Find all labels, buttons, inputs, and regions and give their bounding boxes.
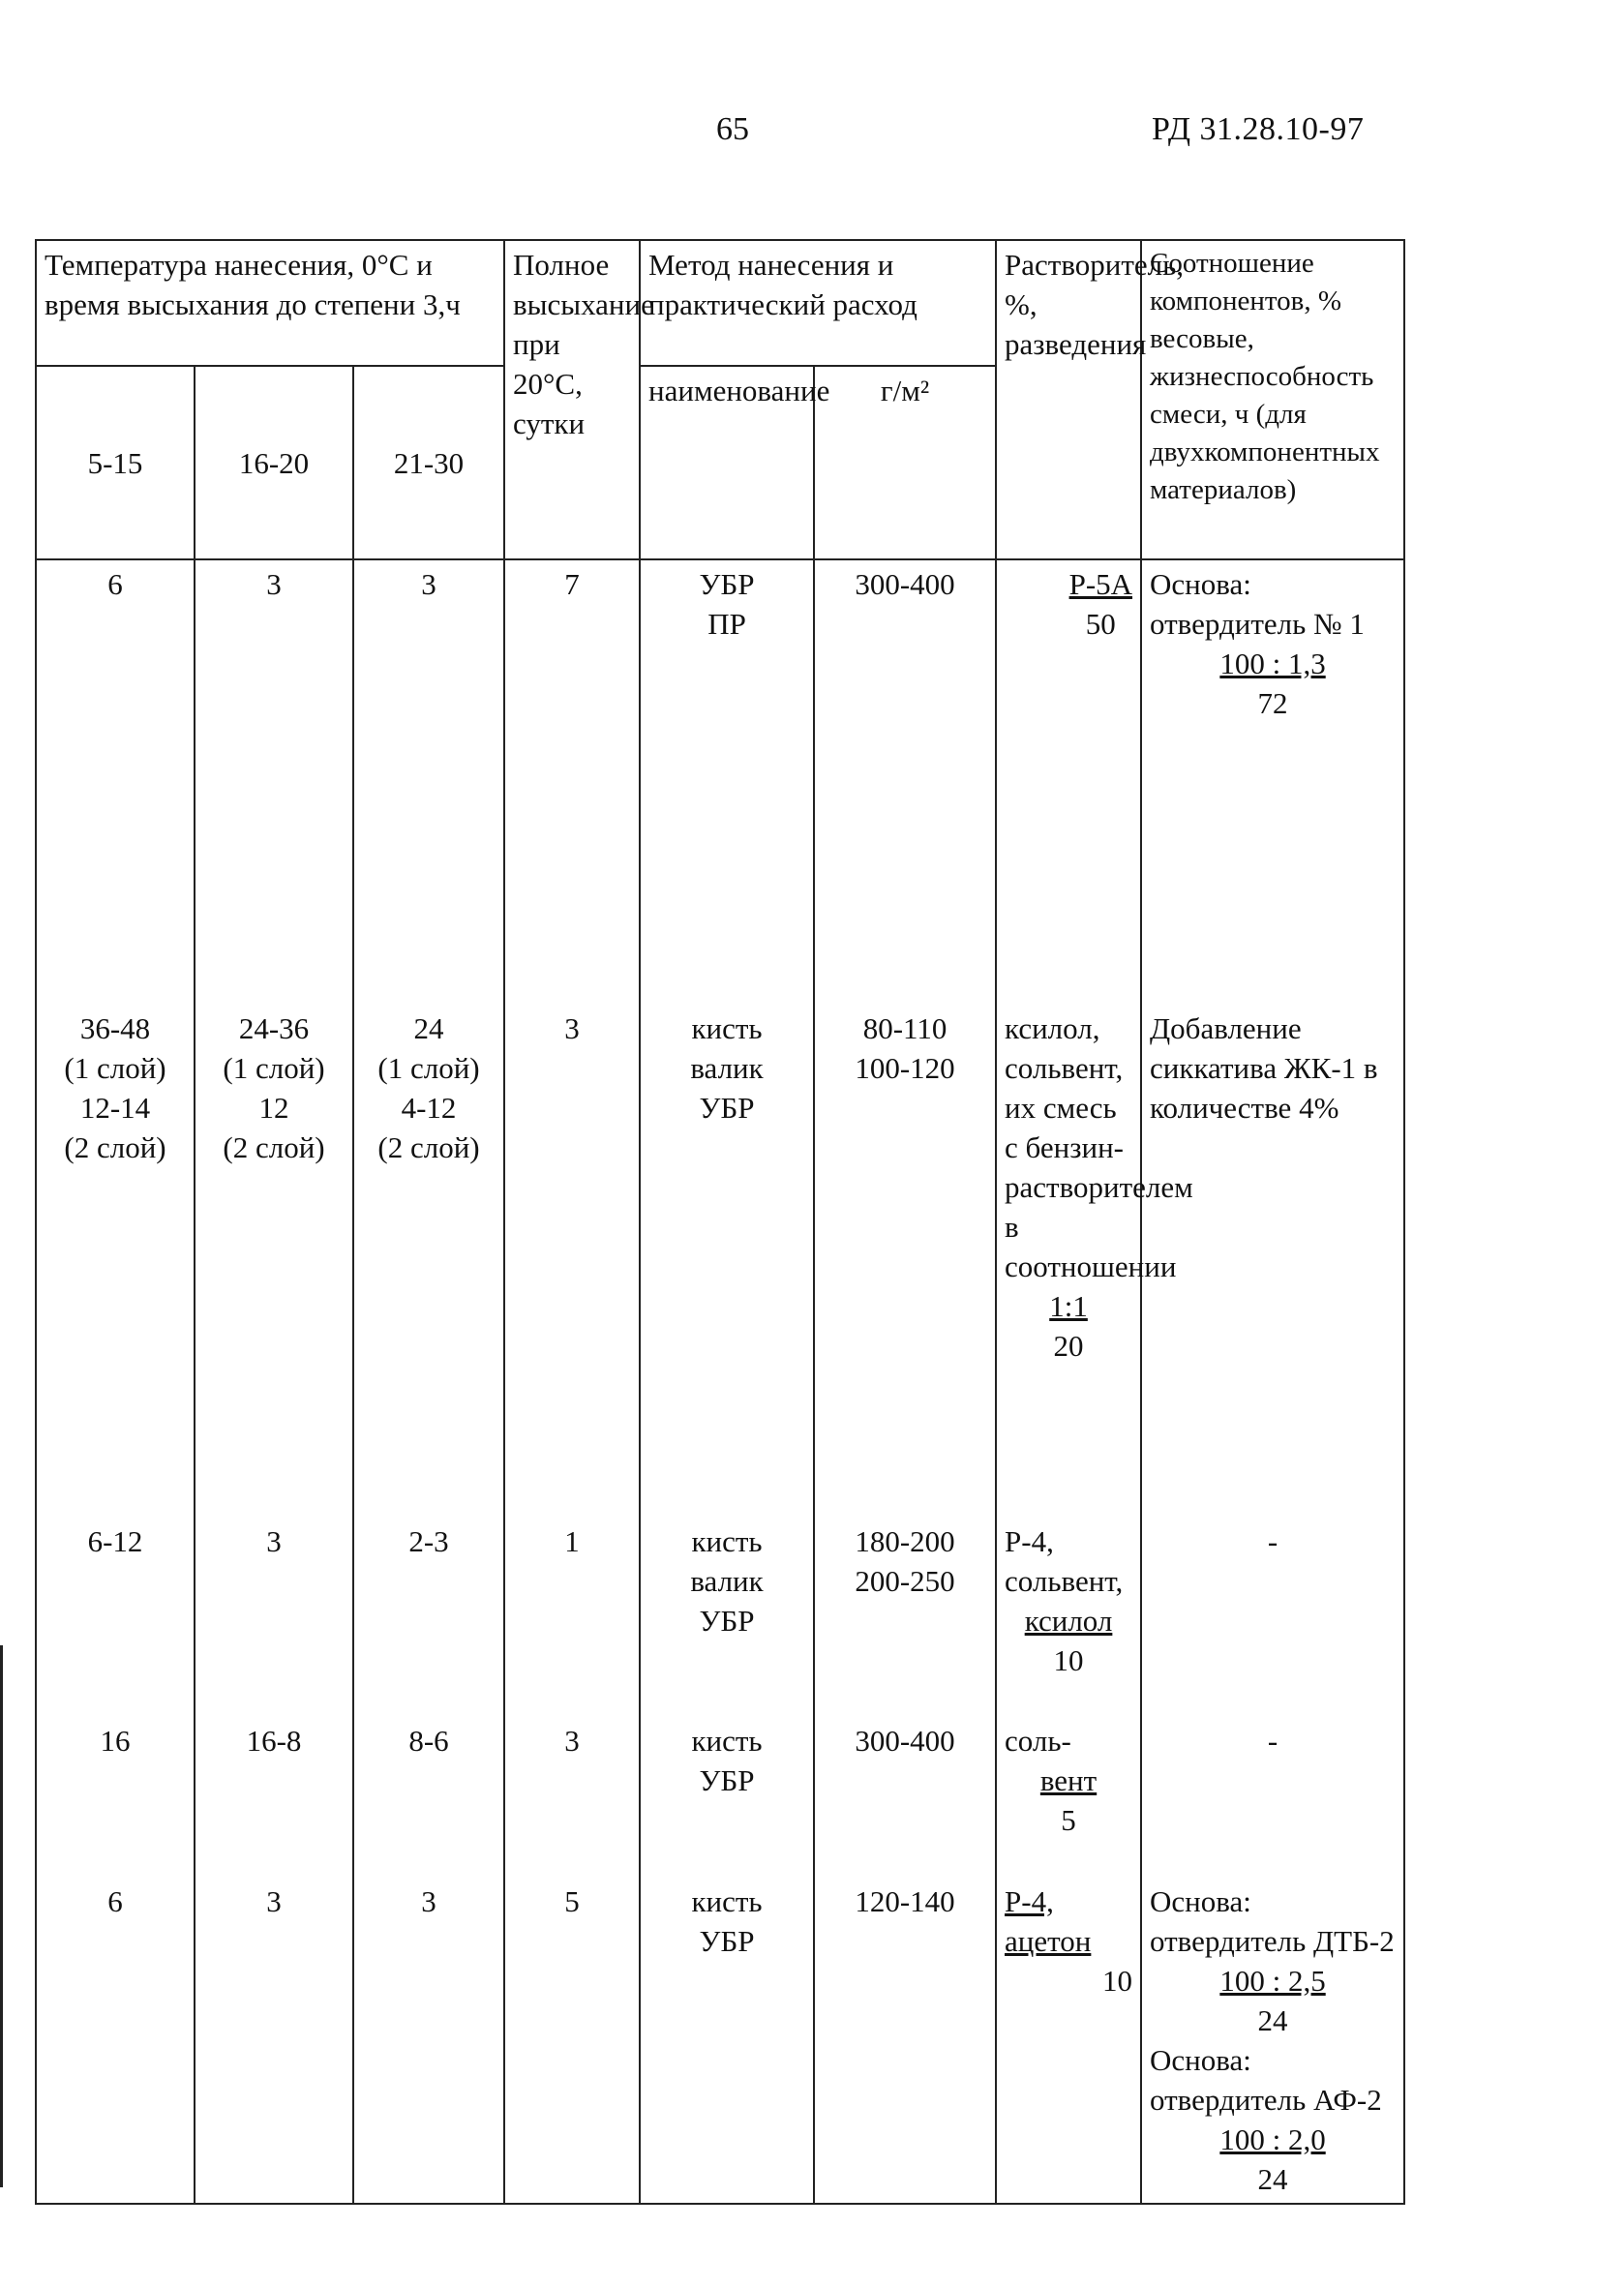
ratio-value: 100 : 1,3 bbox=[1219, 647, 1326, 680]
cell-solvent bbox=[996, 1005, 1193, 1518]
solvent-fraction bbox=[1069, 564, 1132, 644]
temp-line: (2 слой) bbox=[64, 1130, 166, 1164]
table-row bbox=[36, 1878, 1404, 2204]
cell-temp-5-15: 16 bbox=[36, 1717, 195, 1878]
page-number: 65 bbox=[716, 111, 749, 147]
solvent-text: Р-4, сольвент, bbox=[1005, 1524, 1124, 1598]
solvent-dilution: 50 bbox=[1085, 607, 1116, 641]
consumption-line: 80-110 bbox=[862, 1011, 947, 1045]
ratio-pot-life: 24 bbox=[1257, 2003, 1288, 2037]
temp-line: 24 bbox=[413, 1011, 444, 1045]
ratio-pot-life: 24 bbox=[1257, 2162, 1288, 2196]
cell-consumption bbox=[814, 1518, 996, 1717]
ratio-label: Основа: отвердитель АФ-2 bbox=[1150, 2043, 1382, 2117]
cell-method bbox=[640, 1518, 814, 1717]
ratio-pot-life: 72 bbox=[1257, 686, 1288, 720]
cell-ratio: Добавление сиккатива ЖК-1 в количестве 4% bbox=[1141, 1005, 1404, 1518]
temp-line: (2 слой) bbox=[223, 1130, 325, 1164]
header-method-name: наименование bbox=[640, 366, 814, 559]
solvent-name: ксилол bbox=[1024, 1604, 1113, 1638]
cell-temp-5-15: 6-12 bbox=[36, 1518, 195, 1717]
temp-line: (1 слой) bbox=[64, 1051, 166, 1085]
solvent-dilution: 5 bbox=[1061, 1803, 1076, 1837]
temp-line: (2 слой) bbox=[377, 1130, 480, 1164]
cell-temp-16-20: 3 bbox=[195, 1878, 353, 2204]
method-line: УБР bbox=[699, 1091, 755, 1125]
cell-ratio bbox=[1141, 559, 1404, 1005]
cell-temp-16-20: 3 bbox=[195, 1518, 353, 1717]
cell-temp-5-15 bbox=[36, 1005, 195, 1518]
cell-consumption bbox=[814, 1878, 996, 2204]
cell-temp-5-15: 6 bbox=[36, 559, 195, 1005]
method-line: кисть bbox=[691, 1011, 763, 1045]
temp-line: 4-12 bbox=[401, 1091, 457, 1125]
cell-solvent bbox=[996, 1518, 1141, 1717]
margin-line bbox=[0, 1645, 3, 2187]
consumption-line: 300-400 bbox=[855, 1724, 955, 1758]
cell-ratio: - bbox=[1141, 1518, 1404, 1717]
solvent-dilution: 10 bbox=[1053, 1643, 1084, 1677]
header-full-drying: Полное высыхание при 20°С, сутки bbox=[504, 240, 640, 559]
ratio-value: 100 : 2,5 bbox=[1219, 1964, 1326, 1998]
table-row bbox=[36, 559, 1404, 1005]
solvent-fraction bbox=[1005, 1760, 1132, 1840]
cell-ratio: - bbox=[1141, 1717, 1404, 1878]
header-method-group: Метод нанесения и практический расход bbox=[640, 240, 996, 366]
ratio-fraction bbox=[1150, 2120, 1396, 2199]
table-row bbox=[36, 1005, 1404, 1518]
cell-temp-21-30: 8-6 bbox=[353, 1717, 504, 1878]
cell-solvent bbox=[996, 1878, 1141, 2204]
solvent-name: вент bbox=[1039, 1763, 1098, 1797]
document-code: РД 31.28.10-97 bbox=[1152, 111, 1365, 147]
header-temperature-group: Температура нанесения, 0°С и время высыхания до степени 3,ч bbox=[36, 240, 504, 366]
coating-application-table bbox=[35, 239, 1405, 2205]
ratio-label: Основа: отвердитель № 1 bbox=[1150, 567, 1365, 641]
header-temp-16-20: 16-20 bbox=[195, 366, 353, 559]
temp-line: 12-14 bbox=[79, 1091, 151, 1125]
temp-line: 12 bbox=[258, 1091, 289, 1125]
cell-temp-21-30: 3 bbox=[353, 559, 504, 1005]
method-line: ПР bbox=[707, 607, 746, 641]
cell-method bbox=[640, 1005, 814, 1518]
ratio-value: 100 : 2,0 bbox=[1219, 2122, 1326, 2156]
solvent-fraction bbox=[1005, 1286, 1132, 1366]
header-solvent: Растворитель, %, разведения bbox=[996, 240, 1141, 559]
consumption-line: 100-120 bbox=[855, 1051, 955, 1085]
method-line: УБР bbox=[699, 1604, 755, 1638]
cell-temp-16-20 bbox=[195, 1005, 353, 1518]
header-temp-5-15: 5-15 bbox=[36, 366, 195, 559]
method-line: валик bbox=[690, 1051, 764, 1085]
table-row bbox=[36, 1518, 1404, 1717]
ratio-label: Основа: отвердитель ДТБ-2 bbox=[1150, 1884, 1395, 1958]
temp-line: 24-36 bbox=[238, 1011, 310, 1045]
method-line: кисть bbox=[691, 1524, 763, 1558]
solvent-name: Р-4, ацетон bbox=[1005, 1884, 1092, 1958]
cell-temp-16-20: 3 bbox=[195, 559, 353, 1005]
method-line: УБР bbox=[699, 1763, 755, 1797]
header-temp-21-30: 21-30 bbox=[353, 366, 504, 559]
solvent-text: ксилол, сольвент, их смесь с бензин-растворителем в соотношении bbox=[1005, 1011, 1193, 1283]
method-line: УБР bbox=[699, 1924, 755, 1958]
header-consumption: г/м² bbox=[814, 366, 996, 559]
cell-temp-21-30 bbox=[353, 1005, 504, 1518]
temp-line: 36-48 bbox=[79, 1011, 151, 1045]
cell-full-drying: 3 bbox=[504, 1717, 640, 1878]
cell-temp-21-30: 3 bbox=[353, 1878, 504, 2204]
cell-method bbox=[640, 559, 814, 1005]
temp-line: (1 слой) bbox=[223, 1051, 325, 1085]
consumption-line: 120-140 bbox=[855, 1884, 955, 1918]
consumption-line: 180-200 bbox=[855, 1524, 955, 1558]
cell-full-drying: 5 bbox=[504, 1878, 640, 2204]
cell-full-drying: 7 bbox=[504, 559, 640, 1005]
cell-consumption bbox=[814, 1005, 996, 1518]
consumption-line: 300-400 bbox=[855, 567, 955, 601]
solvent-name: Р-5А bbox=[1068, 567, 1133, 601]
solvent-fraction bbox=[1005, 1881, 1132, 2001]
cell-solvent bbox=[996, 1717, 1141, 1878]
cell-temp-16-20: 16-8 bbox=[195, 1717, 353, 1878]
solvent-fraction bbox=[1005, 1601, 1132, 1680]
solvent-ratio: 1:1 bbox=[1049, 1289, 1088, 1323]
method-line: валик bbox=[690, 1564, 764, 1598]
method-line: кисть bbox=[691, 1884, 763, 1918]
cell-solvent bbox=[996, 559, 1141, 1005]
cell-method bbox=[640, 1878, 814, 2204]
cell-temp-5-15: 6 bbox=[36, 1878, 195, 2204]
table-row bbox=[36, 1717, 1404, 1878]
cell-consumption bbox=[814, 559, 996, 1005]
ratio-fraction bbox=[1150, 644, 1396, 723]
temp-line: (1 слой) bbox=[377, 1051, 480, 1085]
cell-full-drying: 1 bbox=[504, 1518, 640, 1717]
header-ratio: Соотношение компонентов, % весовые, жизнеспособность смеси, ч (для двухкомпонентных материалов) bbox=[1141, 240, 1404, 559]
method-line: кисть bbox=[691, 1724, 763, 1758]
cell-full-drying: 3 bbox=[504, 1005, 640, 1518]
solvent-dilution: 10 bbox=[1102, 1964, 1133, 1998]
solvent-dilution: 20 bbox=[1053, 1329, 1084, 1363]
cell-consumption bbox=[814, 1717, 996, 1878]
cell-ratio bbox=[1141, 1878, 1404, 2204]
ratio-fraction bbox=[1150, 1961, 1396, 2040]
cell-temp-21-30: 2-3 bbox=[353, 1518, 504, 1717]
cell-method bbox=[640, 1717, 814, 1878]
consumption-line: 200-250 bbox=[855, 1564, 955, 1598]
solvent-text: соль- bbox=[1005, 1724, 1071, 1758]
method-line: УБР bbox=[699, 567, 755, 601]
